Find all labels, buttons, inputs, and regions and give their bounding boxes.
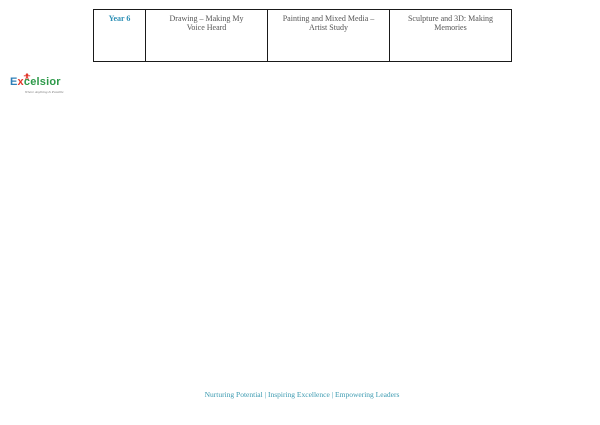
logo-letters-rest: celsior <box>23 76 61 88</box>
logo-letter-x: x <box>17 76 24 88</box>
topic-cell-painting <box>268 10 390 62</box>
topic-cell-drawing <box>146 10 268 62</box>
logo-tagline: Where Anything Is Possible <box>25 90 64 94</box>
footer-motto: Nurturing Potential | Inspiring Excellence | Empowering Leaders <box>204 390 400 399</box>
logo-letter-e: E <box>10 76 18 88</box>
logo-wordmark <box>10 76 61 88</box>
topic-label: Sculpture and 3D: Making Memories <box>407 14 494 32</box>
topic-cell-sculpture <box>390 10 512 62</box>
topic-label: Drawing – Making My Voice Heard <box>169 14 244 32</box>
table-row <box>94 10 512 62</box>
excelsior-logo <box>10 76 64 98</box>
topic-label: Painting and Mixed Media – Artist Study <box>282 14 375 32</box>
year-cell: Year 6 <box>94 10 146 62</box>
curriculum-table <box>93 9 512 62</box>
